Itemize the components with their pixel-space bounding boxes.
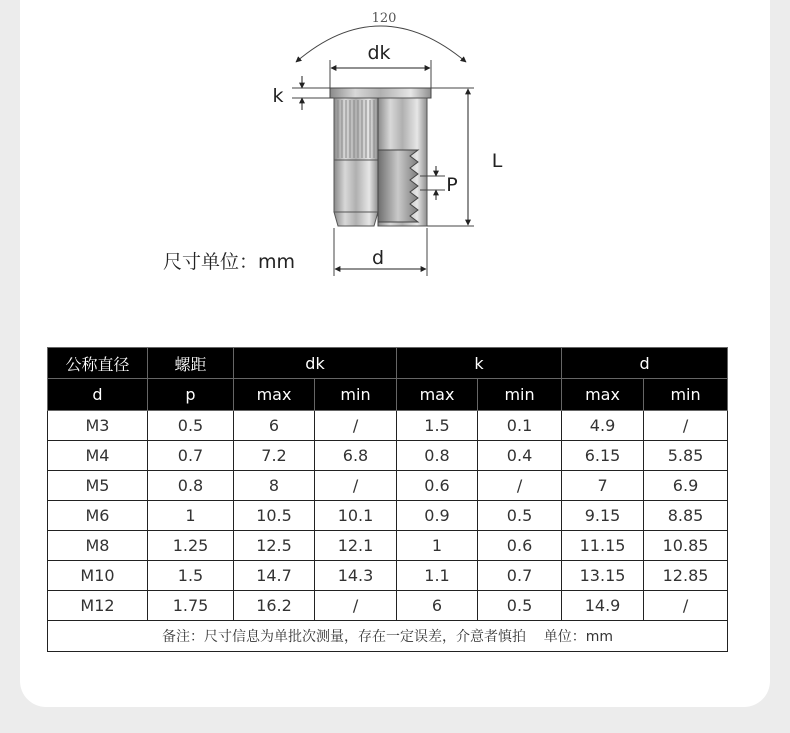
table-cell: 6.8 — [315, 441, 397, 471]
rivet-tip — [334, 212, 378, 226]
table-cell: 0.1 — [478, 411, 562, 441]
table-cell: 16.2 — [234, 591, 315, 621]
unit-label: 尺寸单位：mm — [163, 251, 296, 273]
table-cell: 12.5 — [234, 531, 315, 561]
table-cell: 1.75 — [148, 591, 234, 621]
table-cell: 0.4 — [478, 441, 562, 471]
header-nominal-diameter: 公称直径 — [48, 348, 148, 379]
table-cell: 1.5 — [148, 561, 234, 591]
table-cell: 0.5 — [478, 501, 562, 531]
table-cell: 0.7 — [148, 441, 234, 471]
table-row — [48, 441, 728, 471]
k-label: k — [272, 85, 284, 107]
table-cell: 6.15 — [562, 441, 644, 471]
table-cell: 7 — [562, 471, 644, 501]
table-cell: M10 — [48, 561, 148, 591]
table-cell: 11.15 — [562, 531, 644, 561]
table-cell: 0.9 — [397, 501, 478, 531]
table-cell: 10.5 — [234, 501, 315, 531]
table-cell: 6.9 — [644, 471, 728, 501]
subheader-dk-min: min — [315, 379, 397, 411]
d-label: d — [371, 247, 385, 269]
table-cell: 14.3 — [315, 561, 397, 591]
table-row — [48, 561, 728, 591]
table-cell: / — [478, 471, 562, 501]
header-pitch: 螺距 — [148, 348, 234, 379]
table-cell: 0.6 — [478, 531, 562, 561]
table-cell: 0.8 — [148, 471, 234, 501]
subheader-dk-max: max — [234, 379, 315, 411]
rivet-nut-diagram — [0, 0, 790, 290]
subheader-d: d — [48, 379, 148, 411]
table-row — [48, 471, 728, 501]
subheader-d-max: max — [562, 379, 644, 411]
table-cell: / — [315, 411, 397, 441]
table-cell: 0.7 — [478, 561, 562, 591]
table-cell: 12.85 — [644, 561, 728, 591]
table-row — [48, 501, 728, 531]
table-cell: 6 — [234, 411, 315, 441]
table-cell: / — [644, 411, 728, 441]
table-cell: / — [315, 471, 397, 501]
table-note: 备注：尺寸信息为单批次测量，存在一定误差，介意者慎拍 单位：mm — [48, 621, 728, 652]
table-cell: / — [315, 591, 397, 621]
table-cell: M5 — [48, 471, 148, 501]
table-cell: 1 — [397, 531, 478, 561]
header-k: k — [397, 348, 562, 379]
header-row-2 — [48, 379, 728, 411]
table-row — [48, 591, 728, 621]
table-cell: 13.15 — [562, 561, 644, 591]
table-cell: 6 — [397, 591, 478, 621]
table-cell: 0.5 — [148, 411, 234, 441]
table-cell: / — [644, 591, 728, 621]
subheader-k-min: min — [478, 379, 562, 411]
table-cell: 14.9 — [562, 591, 644, 621]
table-cell: 12.1 — [315, 531, 397, 561]
table-row — [48, 531, 728, 561]
table-cell: M6 — [48, 501, 148, 531]
table-cell: 9.15 — [562, 501, 644, 531]
table-cell: M3 — [48, 411, 148, 441]
table-cell: 1.1 — [397, 561, 478, 591]
spec-table — [47, 347, 728, 652]
header-dk: dk — [234, 348, 397, 379]
subheader-d-min: min — [644, 379, 728, 411]
dk-label: dk — [367, 42, 391, 64]
table-cell: 1.5 — [397, 411, 478, 441]
rivet-threads — [378, 150, 418, 222]
l-label: L — [491, 150, 503, 172]
header-row-1 — [48, 348, 728, 379]
table-cell: 1.25 — [148, 531, 234, 561]
table-cell: 14.7 — [234, 561, 315, 591]
table-cell: 4.9 — [562, 411, 644, 441]
subheader-k-max: max — [397, 379, 478, 411]
subheader-p: p — [148, 379, 234, 411]
table-cell: 7.2 — [234, 441, 315, 471]
table-cell: 1 — [148, 501, 234, 531]
table-cell: 8 — [234, 471, 315, 501]
note-row — [48, 621, 728, 652]
table-row — [48, 411, 728, 441]
table-cell: M4 — [48, 441, 148, 471]
table-cell: 0.6 — [397, 471, 478, 501]
table-cell: 5.85 — [644, 441, 728, 471]
table-cell: 10.85 — [644, 531, 728, 561]
angle-label: 120 — [371, 11, 397, 26]
rivet-smooth-body — [334, 160, 378, 212]
p-label: P — [446, 174, 458, 196]
rivet-knurled-body — [334, 98, 378, 160]
table-cell: M8 — [48, 531, 148, 561]
table-cell: M12 — [48, 591, 148, 621]
table-cell: 0.5 — [478, 591, 562, 621]
header-d: d — [562, 348, 728, 379]
table-cell: 8.85 — [644, 501, 728, 531]
rivet-flange — [330, 88, 431, 98]
table-cell: 10.1 — [315, 501, 397, 531]
table-cell: 0.8 — [397, 441, 478, 471]
